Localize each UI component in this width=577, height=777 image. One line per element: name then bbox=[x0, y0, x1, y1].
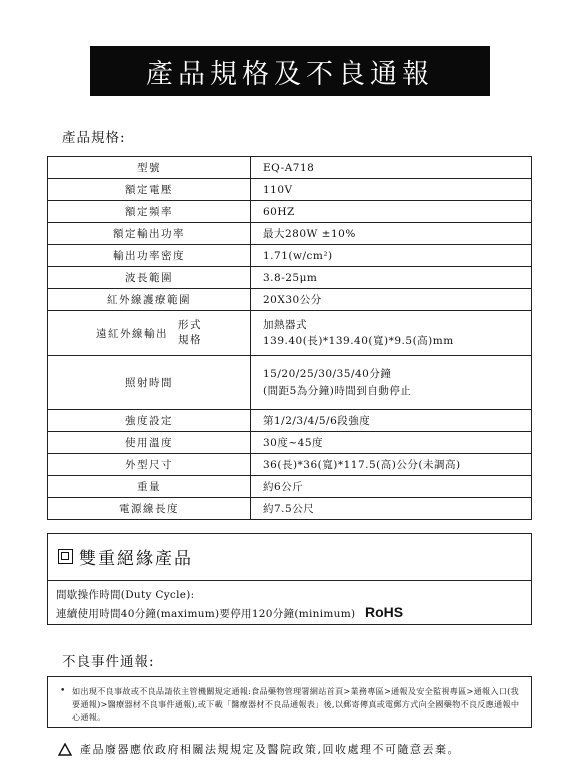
disposal-notice bbox=[58, 741, 460, 757]
spec-value: 20X30公分 bbox=[251, 289, 532, 311]
spec-value: 第1/2/3/4/5/6段強度 bbox=[251, 410, 532, 432]
far-ir-label: 遠紅外線輸出 bbox=[96, 327, 168, 340]
table-row bbox=[48, 410, 532, 432]
spec-value: 最大280W ±10% bbox=[251, 223, 532, 245]
spec-key: 額定頻率 bbox=[48, 201, 251, 223]
disposal-notice-text: 產品廢器應依政府相關法規規定及醫院政策,回收處理不可隨意丟棄。 bbox=[80, 743, 460, 756]
spec-value: 約6公斤 bbox=[251, 476, 532, 498]
divider bbox=[48, 580, 531, 581]
spec-section-label: 產品規格: bbox=[62, 130, 126, 146]
defect-notice-text: 如出現不良事故或不良品請依主管機關規定通報:食品藥物管理署網站首頁>業務專區>通報及安全監視專區>通報入口(我要通報)>醫療器材不良事件通報),或下載「醫療器材不良品通報表」後,以郵寄傳真或電郵方式向全國藥物不良反應通報中心通報。 bbox=[72, 686, 520, 722]
spec-key: 型號 bbox=[48, 157, 251, 179]
double-insulation-heading bbox=[58, 544, 193, 569]
spec-value-timer bbox=[251, 356, 532, 410]
duty-cycle-text bbox=[56, 587, 403, 623]
spec-key: 額定輸出功率 bbox=[48, 223, 251, 245]
spec-value: 約7.5公尺 bbox=[251, 498, 532, 520]
far-ir-sub-form: 形式 bbox=[178, 319, 202, 331]
double-insulation-label: 雙重絕緣產品 bbox=[79, 549, 193, 569]
page-title: 產品規格及不良通報 bbox=[146, 58, 434, 90]
spec-key: 紅外線護療範圍 bbox=[48, 289, 251, 311]
spec-key: 使用溫度 bbox=[48, 432, 251, 454]
table-row bbox=[48, 476, 532, 498]
spec-key: 外型尺寸 bbox=[48, 454, 251, 476]
spec-key: 強度設定 bbox=[48, 410, 251, 432]
rohs-logo: RoHS bbox=[365, 604, 404, 620]
spec-value: 60HZ bbox=[251, 201, 532, 223]
table-row bbox=[48, 245, 532, 267]
double-insulation-icon bbox=[58, 549, 73, 564]
spec-key: 波長範圍 bbox=[48, 267, 251, 289]
spec-value-far-ir bbox=[251, 311, 532, 356]
spec-value: EQ-A718 bbox=[251, 157, 532, 179]
duty-cycle-line1: 間歇操作時間(Duty Cycle): bbox=[56, 589, 195, 601]
title-banner bbox=[90, 46, 490, 96]
table-row bbox=[48, 179, 532, 201]
far-ir-value-form: 加熱器式 bbox=[263, 319, 307, 331]
table-row bbox=[48, 157, 532, 179]
warning-triangle-icon bbox=[58, 743, 72, 756]
far-ir-sub-spec: 規格 bbox=[178, 334, 202, 346]
spec-key: 額定電壓 bbox=[48, 179, 251, 201]
table-row bbox=[48, 356, 532, 410]
timer-value-note: (間距5為分鐘)時間到自動停止 bbox=[263, 384, 412, 397]
spec-key: 電源線長度 bbox=[48, 498, 251, 520]
spec-value: 3.8-25μm bbox=[251, 267, 532, 289]
insulation-box bbox=[47, 533, 532, 625]
spec-key: 照射時間 bbox=[48, 356, 251, 410]
spec-value: 36(長)*36(寬)*117.5(高)公分(未調高) bbox=[251, 454, 532, 476]
spec-key: 輸出功率密度 bbox=[48, 245, 251, 267]
far-ir-value-spec: 139.40(長)*139.40(寬)*9.5(高)mm bbox=[263, 335, 454, 347]
spec-value: 30度~45度 bbox=[251, 432, 532, 454]
bullet: • bbox=[60, 686, 66, 696]
table-row bbox=[48, 201, 532, 223]
table-row bbox=[48, 223, 532, 245]
spec-key-far-ir bbox=[48, 311, 251, 356]
table-row bbox=[48, 289, 532, 311]
timer-value-options: 15/20/25/30/35/40分鐘 bbox=[263, 367, 392, 380]
spec-value: 110V bbox=[251, 179, 532, 201]
spec-key: 重量 bbox=[48, 476, 251, 498]
table-row bbox=[48, 454, 532, 476]
defect-notice-box bbox=[47, 676, 532, 728]
table-row bbox=[48, 267, 532, 289]
table-row bbox=[48, 311, 532, 356]
table-row bbox=[48, 498, 532, 520]
spec-table bbox=[47, 156, 532, 520]
duty-cycle-line2: 連續使用時間40分鐘(maximum)要停用120分鐘(minimum) bbox=[56, 608, 356, 620]
spec-value: 1.71(w/cm²) bbox=[251, 245, 532, 267]
table-row bbox=[48, 432, 532, 454]
defect-section-label: 不良事件通報: bbox=[62, 654, 155, 670]
